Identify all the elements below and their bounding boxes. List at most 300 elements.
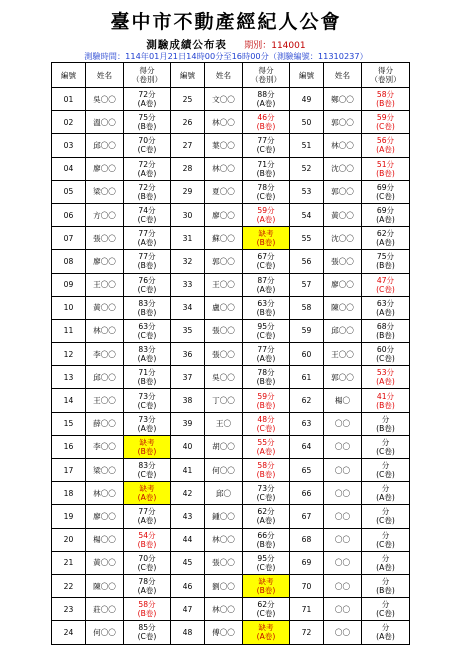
candidate-score xyxy=(362,389,410,412)
paper-version: (A卷) xyxy=(376,493,395,503)
candidate-score xyxy=(243,180,290,203)
candidate-number: 37 xyxy=(171,366,205,389)
table-row xyxy=(52,111,410,134)
candidate-name: 張〇〇 xyxy=(205,319,243,342)
candidate-name: 黃〇〇 xyxy=(86,551,124,574)
score-value: 95分 xyxy=(257,553,275,563)
score-value: 分 xyxy=(381,577,390,587)
candidate-name: 吳〇〇 xyxy=(86,88,124,111)
candidate-score xyxy=(243,157,290,180)
candidate-name: 盧〇〇 xyxy=(205,296,243,319)
candidate-score xyxy=(124,250,171,273)
paper-version: (C卷) xyxy=(137,215,157,225)
score-value: 60分 xyxy=(376,345,395,355)
candidate-number: 43 xyxy=(171,505,205,528)
candidate-number: 71 xyxy=(290,598,324,621)
table-row xyxy=(52,459,410,482)
candidate-name: 楊〇 xyxy=(324,389,362,412)
header-no: 編號 xyxy=(290,63,324,88)
candidate-name: 何〇〇 xyxy=(205,459,243,482)
paper-version: (A卷) xyxy=(376,238,395,248)
candidate-name: 〇〇 xyxy=(324,505,362,528)
header-score-line1: 得分 xyxy=(258,66,274,75)
candidate-number: 39 xyxy=(171,412,205,435)
candidate-number: 67 xyxy=(290,505,324,528)
paper-version: (A卷) xyxy=(137,99,157,109)
paper-version: (A卷) xyxy=(137,354,157,364)
score-value: 70分 xyxy=(138,136,156,146)
paper-version: (B卷) xyxy=(137,539,157,549)
exam-time-line: 測驗時間：114年01月21日14時00分至16時00分（測驗編號：11310237） xyxy=(84,51,368,61)
candidate-number: 54 xyxy=(290,203,324,226)
candidate-name: 陳〇〇 xyxy=(324,296,362,319)
paper-version: (B卷) xyxy=(256,539,276,549)
candidate-number: 33 xyxy=(171,273,205,296)
paper-version: (C卷) xyxy=(137,145,157,155)
score-value: 77分 xyxy=(138,229,156,239)
candidate-score xyxy=(362,598,410,621)
candidate-name: 廖〇〇 xyxy=(86,505,124,528)
paper-version: (B卷) xyxy=(137,191,157,201)
score-value: 78分 xyxy=(138,577,156,587)
candidate-score xyxy=(124,157,171,180)
candidate-score xyxy=(124,366,171,389)
score-value: 71分 xyxy=(257,159,275,169)
paper-version: (B卷) xyxy=(376,168,395,178)
candidate-score xyxy=(243,111,290,134)
candidate-name: 〇〇 xyxy=(324,551,362,574)
score-value: 缺考 xyxy=(139,484,155,494)
paper-version: (A卷) xyxy=(256,284,276,294)
candidate-score xyxy=(362,574,410,597)
candidate-number: 23 xyxy=(52,598,86,621)
candidate-name: 林〇〇 xyxy=(205,157,243,180)
paper-version: (B卷) xyxy=(256,122,276,132)
paper-version: (B卷) xyxy=(256,307,276,317)
candidate-score xyxy=(243,319,290,342)
score-value: 46分 xyxy=(257,113,275,123)
candidate-name: 方〇〇 xyxy=(86,203,124,226)
score-value: 83分 xyxy=(138,298,156,308)
candidate-name: 梁〇〇 xyxy=(86,180,124,203)
score-value: 77分 xyxy=(257,345,275,355)
candidate-name: 〇〇 xyxy=(324,482,362,505)
paper-version: (C卷) xyxy=(376,470,395,480)
period-label: 期別：114001 xyxy=(244,41,306,51)
candidate-number: 58 xyxy=(290,296,324,319)
score-value: 88分 xyxy=(257,90,275,100)
paper-version: (A卷) xyxy=(256,446,276,456)
page-title: 臺中市不動產經紀人公會 xyxy=(110,11,342,33)
candidate-number: 40 xyxy=(171,435,205,458)
score-value: 87分 xyxy=(257,275,275,285)
candidate-name: 陳〇〇 xyxy=(86,574,124,597)
candidate-name: 邱〇 xyxy=(205,482,243,505)
paper-version: (A卷) xyxy=(137,168,157,178)
paper-version: (A卷) xyxy=(256,215,276,225)
score-value: 72分 xyxy=(138,159,156,169)
candidate-score xyxy=(124,435,171,458)
table-row xyxy=(52,482,410,505)
table-row xyxy=(52,134,410,157)
paper-version: (C卷) xyxy=(376,354,395,364)
candidate-number: 62 xyxy=(290,389,324,412)
paper-version: (B卷) xyxy=(256,400,276,410)
candidate-score xyxy=(243,459,290,482)
candidate-score xyxy=(362,88,410,111)
score-value: 85分 xyxy=(138,623,156,633)
candidate-name: 〇〇 xyxy=(324,459,362,482)
score-value: 47分 xyxy=(376,275,395,285)
candidate-name: 王〇〇 xyxy=(86,273,124,296)
candidate-score xyxy=(362,111,410,134)
candidate-number: 12 xyxy=(52,343,86,366)
score-value: 77分 xyxy=(257,136,275,146)
candidate-name: 莊〇〇 xyxy=(86,598,124,621)
candidate-score xyxy=(362,134,410,157)
paper-version: (A卷) xyxy=(376,145,395,155)
table-row xyxy=(52,389,410,412)
table-row xyxy=(52,621,410,644)
paper-version: (C卷) xyxy=(256,423,276,433)
table-row xyxy=(52,180,410,203)
candidate-name: 劉〇〇 xyxy=(205,574,243,597)
score-value: 62分 xyxy=(376,229,395,239)
candidate-name: 張〇〇 xyxy=(205,343,243,366)
candidate-number: 17 xyxy=(52,459,86,482)
header-score-line2: （卷別） xyxy=(250,75,282,84)
paper-version: (A卷) xyxy=(376,562,395,572)
candidate-number: 57 xyxy=(290,273,324,296)
candidate-score xyxy=(362,296,410,319)
score-value: 缺考 xyxy=(258,577,274,587)
paper-version: (C卷) xyxy=(256,261,276,271)
candidate-score xyxy=(124,227,171,250)
score-value: 95分 xyxy=(257,321,275,331)
candidate-number: 03 xyxy=(52,134,86,157)
score-value: 68分 xyxy=(376,321,395,331)
table-row xyxy=(52,250,410,273)
candidate-number: 20 xyxy=(52,528,86,551)
candidate-score xyxy=(124,574,171,597)
candidate-score xyxy=(124,88,171,111)
candidate-number: 49 xyxy=(290,88,324,111)
candidate-name: 李〇〇 xyxy=(86,435,124,458)
header-row xyxy=(52,63,410,88)
paper-version: (B卷) xyxy=(376,423,395,433)
candidate-number: 24 xyxy=(52,621,86,644)
score-value: 78分 xyxy=(257,182,275,192)
candidate-number: 65 xyxy=(290,459,324,482)
paper-version: (C卷) xyxy=(376,122,395,132)
candidate-score xyxy=(124,505,171,528)
candidate-score xyxy=(362,203,410,226)
candidate-name: 薛〇〇 xyxy=(86,412,124,435)
candidate-score xyxy=(243,134,290,157)
candidate-score xyxy=(243,389,290,412)
paper-version: (B卷) xyxy=(256,168,276,178)
candidate-name: 文〇〇 xyxy=(205,88,243,111)
score-value: 54分 xyxy=(138,530,156,540)
paper-version: (C卷) xyxy=(137,562,157,572)
candidate-score xyxy=(243,296,290,319)
candidate-score xyxy=(243,273,290,296)
candidate-name: 黃〇〇 xyxy=(324,203,362,226)
paper-version: (B卷) xyxy=(137,446,157,456)
candidate-name: 〇〇 xyxy=(324,435,362,458)
paper-version: (B卷) xyxy=(376,586,395,596)
candidate-number: 64 xyxy=(290,435,324,458)
paper-version: (A卷) xyxy=(137,586,157,596)
candidate-name: 廖〇〇 xyxy=(86,250,124,273)
score-value: 59分 xyxy=(257,206,275,216)
subtitle-line xyxy=(0,37,452,52)
candidate-number: 53 xyxy=(290,180,324,203)
paper-version: (B卷) xyxy=(137,261,157,271)
candidate-name: 張〇〇 xyxy=(86,227,124,250)
candidate-score xyxy=(243,574,290,597)
paper-version: (C卷) xyxy=(376,191,395,201)
score-value: 78分 xyxy=(257,368,275,378)
candidate-score xyxy=(124,111,171,134)
header-score xyxy=(243,63,290,88)
score-value: 58分 xyxy=(138,600,156,610)
candidate-score xyxy=(243,88,290,111)
candidate-number: 34 xyxy=(171,296,205,319)
score-value: 41分 xyxy=(376,391,395,401)
table-row xyxy=(52,157,410,180)
candidate-score xyxy=(362,366,410,389)
candidate-name: 沈〇〇 xyxy=(324,157,362,180)
candidate-number: 38 xyxy=(171,389,205,412)
candidate-score xyxy=(124,273,171,296)
candidate-number: 50 xyxy=(290,111,324,134)
score-value: 62分 xyxy=(257,507,275,517)
score-value: 59分 xyxy=(376,113,395,123)
score-value: 72分 xyxy=(138,90,156,100)
candidate-score xyxy=(362,528,410,551)
candidate-number: 42 xyxy=(171,482,205,505)
paper-version: (B卷) xyxy=(256,377,276,387)
candidate-number: 02 xyxy=(52,111,86,134)
candidate-score xyxy=(124,621,171,644)
score-value: 分 xyxy=(381,437,390,447)
paper-version: (A卷) xyxy=(376,307,395,317)
candidate-name: 〇〇 xyxy=(324,528,362,551)
table-row xyxy=(52,435,410,458)
score-value: 75分 xyxy=(376,252,395,262)
table-row xyxy=(52,505,410,528)
paper-version: (A卷) xyxy=(256,354,276,364)
candidate-number: 30 xyxy=(171,203,205,226)
paper-version: (A卷) xyxy=(137,516,157,526)
candidate-number: 41 xyxy=(171,459,205,482)
paper-version: (B卷) xyxy=(137,307,157,317)
candidate-score xyxy=(124,180,171,203)
score-value: 分 xyxy=(381,461,390,471)
header-score-line1: 得分 xyxy=(377,66,394,75)
paper-version: (C卷) xyxy=(137,400,157,410)
paper-version: (C卷) xyxy=(137,632,157,642)
candidate-name: 邱〇〇 xyxy=(86,366,124,389)
table-row xyxy=(52,88,410,111)
header-score-line1: 得分 xyxy=(139,66,155,75)
paper-version: (C卷) xyxy=(137,470,157,480)
candidate-name: 胡〇〇 xyxy=(205,435,243,458)
candidate-name: 溫〇〇 xyxy=(86,111,124,134)
candidate-name: 林〇〇 xyxy=(86,482,124,505)
paper-version: (A卷) xyxy=(376,377,395,387)
candidate-score xyxy=(124,412,171,435)
candidate-name: 廖〇〇 xyxy=(205,203,243,226)
candidate-name: 林〇〇 xyxy=(205,111,243,134)
paper-version: (C卷) xyxy=(376,446,395,456)
score-value: 56分 xyxy=(376,136,395,146)
paper-version: (A卷) xyxy=(376,632,395,642)
score-value: 55分 xyxy=(257,437,275,447)
candidate-number: 29 xyxy=(171,180,205,203)
score-value: 分 xyxy=(381,530,390,540)
candidate-score xyxy=(362,180,410,203)
candidate-number: 63 xyxy=(290,412,324,435)
candidate-name: 鄭〇〇 xyxy=(324,88,362,111)
candidate-score xyxy=(243,366,290,389)
score-value: 48分 xyxy=(257,414,275,424)
score-value: 分 xyxy=(381,414,390,424)
header-score xyxy=(124,63,171,88)
candidate-number: 21 xyxy=(52,551,86,574)
candidate-name: 林〇〇 xyxy=(86,319,124,342)
candidate-score xyxy=(124,459,171,482)
paper-version: (B卷) xyxy=(137,377,157,387)
candidate-score xyxy=(124,598,171,621)
score-value: 67分 xyxy=(257,252,275,262)
candidate-name: 王〇〇 xyxy=(205,273,243,296)
candidate-number: 01 xyxy=(52,88,86,111)
header-name: 姓名 xyxy=(205,63,243,88)
score-value: 74分 xyxy=(138,206,156,216)
candidate-number: 31 xyxy=(171,227,205,250)
candidate-score xyxy=(243,203,290,226)
candidate-number: 68 xyxy=(290,528,324,551)
paper-version: (C卷) xyxy=(376,609,395,619)
table-row xyxy=(52,319,410,342)
score-value: 66分 xyxy=(257,530,275,540)
candidate-name: 〇〇 xyxy=(324,621,362,644)
candidate-number: 52 xyxy=(290,157,324,180)
header-name: 姓名 xyxy=(86,63,124,88)
candidate-number: 44 xyxy=(171,528,205,551)
candidate-number: 66 xyxy=(290,482,324,505)
candidate-number: 25 xyxy=(171,88,205,111)
score-value: 58分 xyxy=(257,461,275,471)
candidate-score xyxy=(362,459,410,482)
candidate-name: 梁〇〇 xyxy=(86,459,124,482)
candidate-score xyxy=(124,296,171,319)
candidate-score xyxy=(124,203,171,226)
candidate-score xyxy=(362,435,410,458)
score-value: 缺考 xyxy=(258,229,274,239)
paper-version: (C卷) xyxy=(376,539,395,549)
candidate-number: 55 xyxy=(290,227,324,250)
candidate-number: 28 xyxy=(171,157,205,180)
score-value: 分 xyxy=(381,484,390,494)
score-value: 77分 xyxy=(138,507,156,517)
header-score-line2: （卷別） xyxy=(370,75,401,84)
candidate-number: 35 xyxy=(171,319,205,342)
candidate-score xyxy=(243,482,290,505)
candidate-name: 丁〇〇 xyxy=(205,389,243,412)
candidate-score xyxy=(362,551,410,574)
table-row xyxy=(52,203,410,226)
candidate-number: 46 xyxy=(171,574,205,597)
candidate-score xyxy=(362,319,410,342)
score-value: 分 xyxy=(381,507,390,517)
candidate-name: 林〇〇 xyxy=(205,598,243,621)
score-value: 83分 xyxy=(138,461,156,471)
candidate-name: 黃〇〇 xyxy=(86,296,124,319)
paper-version: (C卷) xyxy=(137,284,157,294)
candidate-number: 47 xyxy=(171,598,205,621)
paper-version: (B卷) xyxy=(376,99,395,109)
candidate-number: 04 xyxy=(52,157,86,180)
candidate-name: 〇〇 xyxy=(324,598,362,621)
table-row xyxy=(52,343,410,366)
paper-version: (C卷) xyxy=(256,191,276,201)
candidate-name: 〇〇 xyxy=(324,412,362,435)
candidate-score xyxy=(362,157,410,180)
header-score xyxy=(362,63,410,88)
candidate-score xyxy=(362,250,410,273)
candidate-number: 19 xyxy=(52,505,86,528)
candidate-score xyxy=(124,343,171,366)
candidate-score xyxy=(243,227,290,250)
candidate-number: 05 xyxy=(52,180,86,203)
table-row xyxy=(52,598,410,621)
candidate-number: 48 xyxy=(171,621,205,644)
score-value: 72分 xyxy=(138,182,156,192)
paper-version: (B卷) xyxy=(256,586,276,596)
candidate-number: 56 xyxy=(290,250,324,273)
candidate-number: 61 xyxy=(290,366,324,389)
candidate-number: 51 xyxy=(290,134,324,157)
paper-version: (C卷) xyxy=(256,493,276,503)
candidate-name: 郭〇〇 xyxy=(205,250,243,273)
table-row xyxy=(52,412,410,435)
paper-version: (A卷) xyxy=(376,215,395,225)
candidate-name: 沈〇〇 xyxy=(324,227,362,250)
paper-version: (A卷) xyxy=(256,632,276,642)
candidate-number: 22 xyxy=(52,574,86,597)
candidate-number: 26 xyxy=(171,111,205,134)
candidate-name: 張〇〇 xyxy=(205,551,243,574)
paper-version: (C卷) xyxy=(256,145,276,155)
candidate-name: 林〇〇 xyxy=(324,134,362,157)
candidate-score xyxy=(362,412,410,435)
candidate-name: 廖〇〇 xyxy=(86,157,124,180)
candidate-score xyxy=(243,412,290,435)
paper-version: (B卷) xyxy=(256,238,276,248)
candidate-score xyxy=(124,389,171,412)
score-value: 62分 xyxy=(257,600,275,610)
candidate-name: 郭〇〇 xyxy=(324,180,362,203)
score-table-body xyxy=(52,88,410,645)
candidate-name: 郭〇〇 xyxy=(324,111,362,134)
candidate-number: 15 xyxy=(52,412,86,435)
candidate-name: 張〇〇 xyxy=(324,250,362,273)
candidate-score xyxy=(243,435,290,458)
score-value: 分 xyxy=(381,553,390,563)
